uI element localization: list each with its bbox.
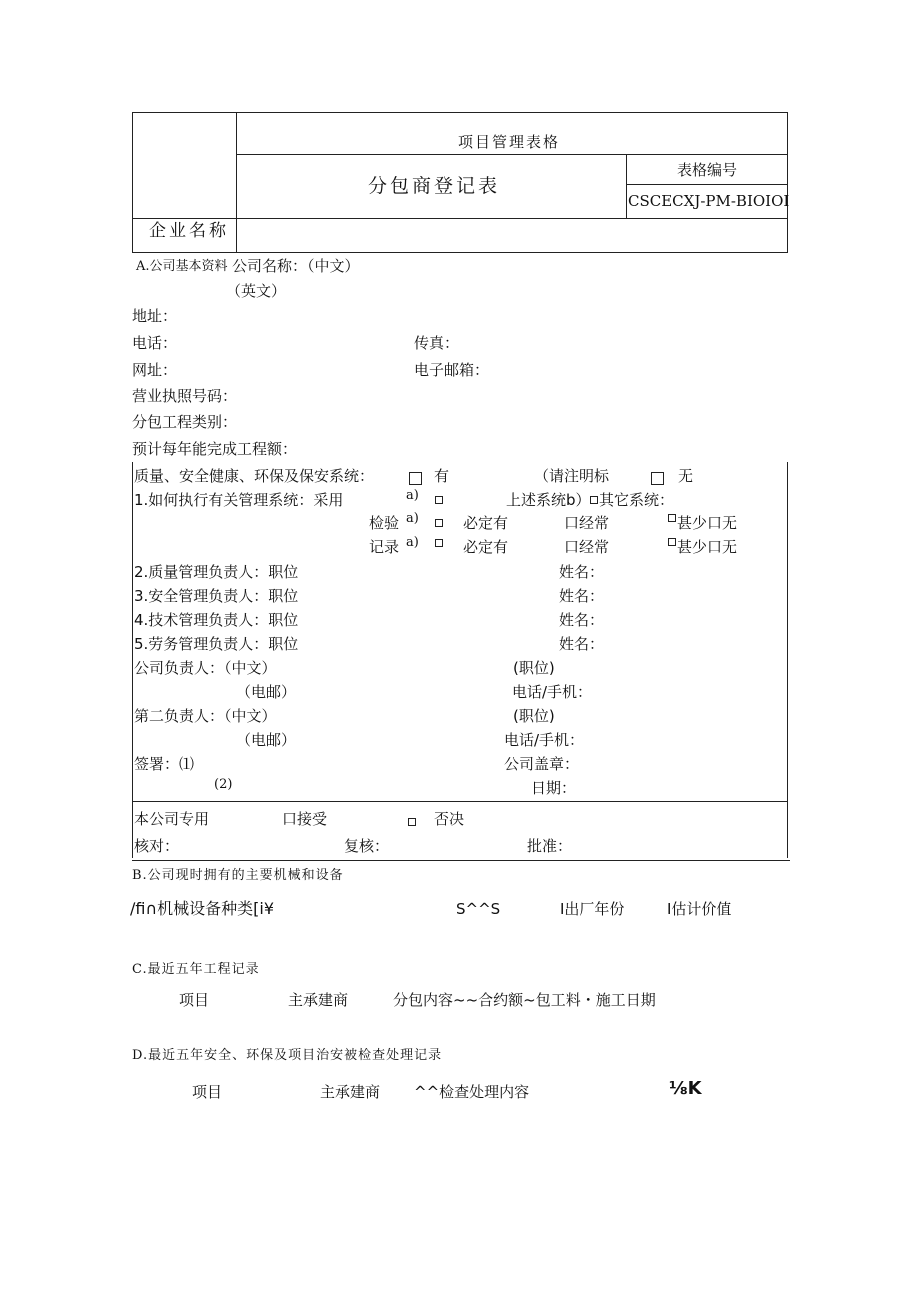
record-checkbox[interactable]: [435, 539, 443, 547]
review-label: 复核：: [344, 837, 390, 855]
safety-manager-name: 姓名：: [559, 587, 605, 605]
license-label: 营业执照号码：: [132, 387, 238, 405]
block-left-border: [132, 462, 133, 858]
tech-manager-name: 姓名：: [559, 611, 605, 629]
inspect-a-marker: a): [406, 511, 419, 526]
block-right-border: [787, 462, 788, 858]
header-line-2: [626, 184, 788, 185]
company-name-cn: 公司名称：（中文）: [232, 257, 360, 275]
record-label: 记录: [369, 538, 400, 556]
header-divider-2: [626, 154, 627, 218]
section-c-heading: C.最近五年工程记录: [132, 962, 260, 977]
form-title: 分包商登记表: [368, 175, 501, 197]
system-yes-checkbox[interactable]: [409, 472, 422, 485]
record-seldom-label: 甚少口无: [677, 538, 738, 556]
above-system-checkbox[interactable]: [435, 496, 443, 504]
section-b-heading: B.公司现时拥有的主要机械和设备: [132, 868, 344, 883]
inspect-checkbox[interactable]: [435, 519, 443, 527]
company-name-en: （英文）: [226, 282, 287, 300]
inspect-seldom-label: 甚少口无: [677, 514, 738, 532]
header-border-top: [132, 112, 788, 113]
how-execute-label: 1.如何执行有关管理系统：采用: [134, 491, 344, 509]
header-divider: [236, 112, 237, 252]
equipment-year-header: I出厂年份: [560, 900, 625, 918]
record-often-label: 口经常: [564, 538, 610, 556]
internal-use-label: 本公司专用: [134, 810, 210, 828]
inspect-seldom-checkbox[interactable]: [668, 514, 676, 522]
labor-manager-name: 姓名：: [559, 635, 605, 653]
equipment-value-header: I估计价值: [667, 900, 732, 918]
labor-manager-label: 5.劳务管理负责人：职位: [134, 635, 299, 653]
inspect-often-label: 口经常: [564, 514, 610, 532]
company-name-label: 企业名称: [149, 221, 229, 241]
company-seal-label: 公司盖章：: [504, 755, 580, 773]
reject-checkbox[interactable]: [408, 818, 416, 826]
record-a-marker: a): [406, 535, 419, 550]
second-head-phone: 电话/手机：: [504, 731, 585, 749]
form-category-title: 项目管理表格: [458, 133, 561, 151]
contractor-header-d: 主承建商: [320, 1083, 381, 1101]
address-label: 地址：: [132, 307, 178, 325]
check-label: 核对：: [134, 837, 180, 855]
project-header-c: 项目: [179, 991, 210, 1009]
phone-label: 电话：: [132, 334, 178, 352]
form-code-value: CSCECXJ-PM-BIOIOI: [628, 192, 790, 210]
system-yes-label: 有: [434, 467, 450, 485]
reject-label: 否决: [434, 810, 465, 828]
email-label: 电子邮箱：: [414, 361, 490, 379]
second-head-email: （电邮）: [236, 731, 297, 749]
second-head-position: (职位): [513, 707, 555, 725]
inspect-label: 检验: [369, 514, 400, 532]
annual-amount-label: 预计每年能完成工程额：: [132, 440, 298, 458]
subcontract-content-header: 分包内容~~合约额~包工料・施工日期: [393, 991, 656, 1009]
section-d-heading: D.最近五年安全、环保及项目治安被检查处理记录: [132, 1048, 443, 1063]
approve-label: 批准：: [527, 837, 573, 855]
signature-label: 签署：⑴: [134, 755, 195, 773]
other-system-label: 其它系统：: [599, 491, 675, 509]
equipment-qty-header: S^^S: [456, 900, 501, 918]
quality-manager-label: 2.质量管理负责人：职位: [134, 563, 299, 581]
system-label: 质量、安全健康、环保及保安系统：: [134, 467, 375, 485]
company-head-position: (职位): [513, 659, 555, 677]
system-specify-label: （请注明标: [534, 467, 610, 485]
website-label: 网址：: [132, 361, 178, 379]
quality-manager-name: 姓名：: [559, 563, 605, 581]
header-border-left: [132, 112, 133, 252]
date-label: 日期：: [531, 779, 577, 797]
company-head-label: 公司负责人：（中文）: [134, 659, 277, 677]
inspection-content-header: ^^检查处理内容: [414, 1083, 530, 1101]
second-head-label: 第二负责人：（中文）: [134, 707, 277, 725]
system-no-checkbox[interactable]: [651, 472, 664, 485]
header-line-1: [236, 154, 788, 155]
header-border-bottom: [132, 252, 788, 253]
company-head-email: （电邮）: [236, 683, 297, 701]
fax-label: 传真：: [414, 334, 460, 352]
block-bottom-border: [132, 860, 790, 861]
record-seldom-checkbox[interactable]: [668, 538, 676, 546]
other-system-checkbox[interactable]: [590, 496, 598, 504]
section-a-heading: A.公司基本资料: [136, 259, 228, 274]
safety-manager-label: 3.安全管理负责人：职位: [134, 587, 299, 605]
remarks-header: ⅛K: [669, 1078, 702, 1099]
accept-option[interactable]: 口接受: [282, 810, 328, 828]
record-must-label: 必定有: [463, 538, 509, 556]
project-header-d: 项目: [192, 1083, 223, 1101]
above-system-label: 上述系统b）: [506, 491, 591, 509]
header-border-right: [787, 112, 788, 252]
equipment-type-header: ∕fi∩机械设备种类[i¥: [130, 899, 275, 918]
tech-manager-label: 4.技术管理负责人：职位: [134, 611, 299, 629]
signature-2-label: (2): [214, 777, 233, 792]
inspect-must-label: 必定有: [463, 514, 509, 532]
category-label: 分包工程类别：: [132, 413, 238, 431]
company-head-phone: 电话/手机：: [512, 683, 593, 701]
header-line-3: [132, 218, 788, 219]
contractor-header-c: 主承建商: [288, 991, 349, 1009]
system-no-label: 无: [678, 467, 694, 485]
form-code-label: 表格编号: [677, 161, 738, 179]
option-a-marker: a): [406, 488, 419, 503]
internal-divider: [132, 801, 788, 802]
